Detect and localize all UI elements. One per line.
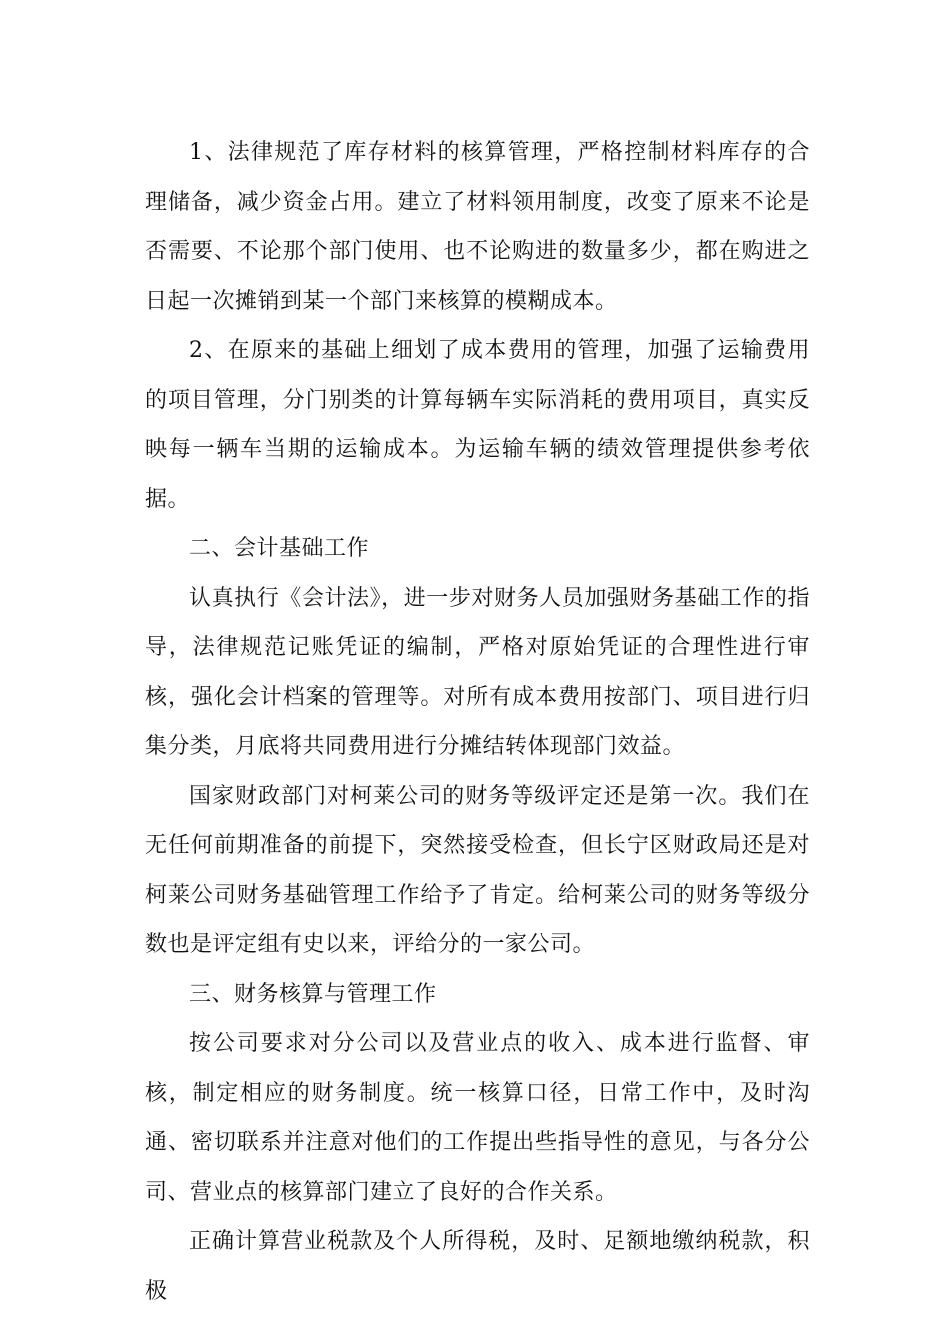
paragraph-cost-management: 2、在原来的基础上细划了成本费用的管理，加强了运输费用的项目管理，分门别类的计算每辆车实际消耗的费用项目，真实反映每一辆车当期的运输成本。为运输车辆的绩效管理提供参考依据。	[145, 338, 810, 512]
paragraph-accounting-law: 认真执行《会计法》，进一步对财务人员加强财务基础工作的指导，法律规范记账凭证的编制，严格对原始凭证的合理性进行审核，强化会计档案的管理等。对所有成本费用按部门、项目进行归集分类，月底将共同费用进行分摊结转体现部门效益。	[145, 585, 810, 759]
paragraph-inventory-accounting: 1、法律规范了库存材料的核算管理，严格控制材料库存的合理储备，减少资金占用。建立了材料领用制度，改变了原来不论是否需要、不论那个部门使用、也不论购进的数量多少，都在购进之日起一次摊销到某一个部门来核算的模糊成本。	[145, 140, 810, 314]
document-body	[145, 128, 810, 1316]
paragraph-tax-calculation: 正确计算营业税款及个人所得税，及时、足额地缴纳税款，积极	[145, 1229, 810, 1304]
paragraph-financial-rating: 国家财政部门对柯莱公司的财务等级评定还是第一次。我们在无任何前期准备的前提下，突然接受检查，但长宁区财政局还是对柯莱公司财务基础管理工作给予了肯定。给柯莱公司的财务等级分数也是评定组有史以来，评给分的一家公司。	[145, 783, 810, 957]
paragraph-branch-supervision: 按公司要求对分公司以及营业点的收入、成本进行监督、审核，制定相应的财务制度。统一核算口径，日常工作中，及时沟通、密切联系并注意对他们的工作提出些指导性的意见，与各分公司、营业点的核算部门建立了良好的合作关系。	[145, 1031, 810, 1205]
section-heading-accounting-basics: 二、会计基础工作	[189, 536, 370, 561]
section-heading-financial-accounting: 三、财务核算与管理工作	[189, 981, 437, 1007]
